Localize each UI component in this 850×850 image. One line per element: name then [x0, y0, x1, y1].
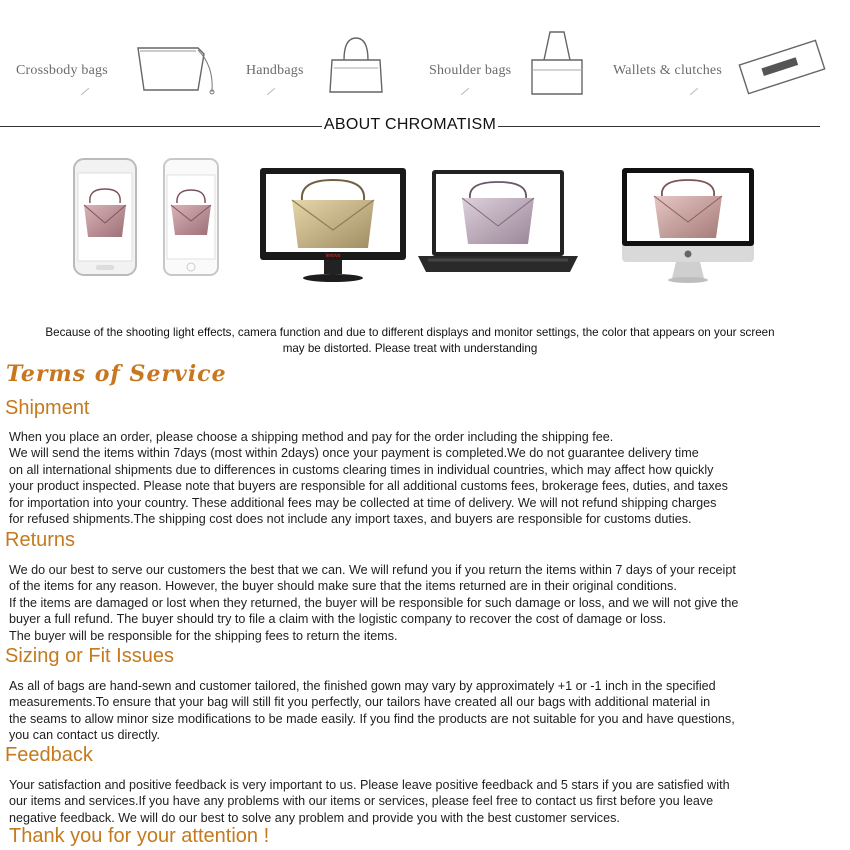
text-line: negative feedback. We will do our best to solve any problem and provide you with the best customer services.: [9, 810, 620, 825]
divider-slash: [690, 88, 698, 95]
text-line: When you place an order, please choose a shipping method and pay for the order including the shipping fee.: [9, 430, 614, 444]
text-line: you can contact us directly.: [9, 728, 160, 743]
android-phone-device: [72, 157, 138, 277]
text-line: Your satisfaction and positive feedback is very important to us. Please leave positive feedback and 5 stars if you are satisfied with: [9, 778, 730, 792]
text-line: our items and services.If you have any problems with our items or services, please feel free to contact us first before you leave: [9, 794, 714, 809]
iphone-device: [162, 157, 220, 277]
returns-text: [9, 562, 831, 644]
shoulder-bag-icon[interactable]: [528, 28, 586, 98]
category-shoulder-label[interactable]: Shoulder bags: [429, 63, 512, 78]
sizing-text: [9, 678, 831, 744]
terms-title: Terms of Service: [6, 361, 227, 387]
text-line: on all international shipments due to differences in customs clearing times in individual countries, which may affect how quickly: [9, 462, 714, 477]
text-line: for refused shipments.The shipping cost does not include any import taxes, and buyers are responsible for customs duties.: [9, 512, 692, 527]
text-line: We will send the items within 7days (most within 2days) once your payment is completed.We do not guarantee delivery time: [9, 446, 699, 461]
text-line: If the items are damaged or lost when they returned, the buyer will be responsible for such damage or loss, and we will not give the: [9, 595, 739, 610]
text-line: We do our best to serve our customers the best that we can. We will refund you if you return the items within 7 days of your receipt: [9, 563, 736, 577]
wallet-icon[interactable]: [734, 36, 830, 98]
text-line: The buyer will be responsible for the shipping fees to return the items.: [9, 628, 398, 643]
divider-slash: [461, 88, 469, 95]
laptop-device: [418, 168, 578, 274]
chromatism-notice: [0, 325, 820, 357]
thank-you-message: Thank you for your attention !: [9, 825, 270, 847]
category-crossbody-label[interactable]: Crossbody bags: [16, 63, 108, 78]
monitor-brand-label: lenovo: [325, 253, 341, 259]
crossbody-bag-icon[interactable]: [128, 42, 220, 98]
feedback-heading: Feedback: [5, 744, 93, 766]
category-handbags-label[interactable]: Handbags: [246, 63, 304, 78]
text-line: As all of bags are hand-sewn and customer tailored, the finished gown may vary by approximately +1 or -1 inch in the specified: [9, 679, 716, 693]
text-line: the seams to allow minor size modifications to be made easily. If you find the products are not suitable for you and have questions,: [9, 711, 735, 726]
text-line: measurements.To ensure that your bag will still fit you perfectly, our tailors have created all our bags with additional material in: [9, 695, 711, 710]
text-line: for importation into your country. These additional fees may be collected at time of delivery. We will not refund shipping charges: [9, 495, 717, 510]
sizing-heading: Sizing or Fit Issues: [5, 645, 174, 667]
text-line: your product inspected. Please note that buyers are responsible for all additional customs fees, brokerage fees, duties, and taxes: [9, 479, 728, 494]
divider-slash: [267, 88, 275, 95]
chromatism-title: ABOUT CHROMATISM: [323, 116, 497, 133]
category-wallets-label[interactable]: Wallets & clutches: [613, 63, 722, 78]
notice-line: may be distorted. Please treat with understanding: [282, 342, 538, 355]
text-line: of the items for any reason. However, the buyer should make sure that the items returned are in their original conditions.: [9, 579, 677, 594]
notice-line: Because of the shooting light effects, camera function and due to different displays and monitor settings, the color that appears on your screen: [45, 326, 775, 339]
shipment-text: [9, 429, 831, 527]
returns-heading: Returns: [5, 529, 76, 551]
handbag-icon[interactable]: [326, 34, 386, 98]
divider-slash: [81, 88, 89, 95]
imac-device: [620, 166, 756, 286]
shipment-heading: Shipment: [5, 397, 90, 419]
monitor-device: [258, 166, 408, 284]
text-line: buyer a full refund. The buyer should try to file a claim with the logistic company to recover the cost of damage or loss.: [9, 612, 667, 627]
feedback-text: [9, 777, 831, 826]
